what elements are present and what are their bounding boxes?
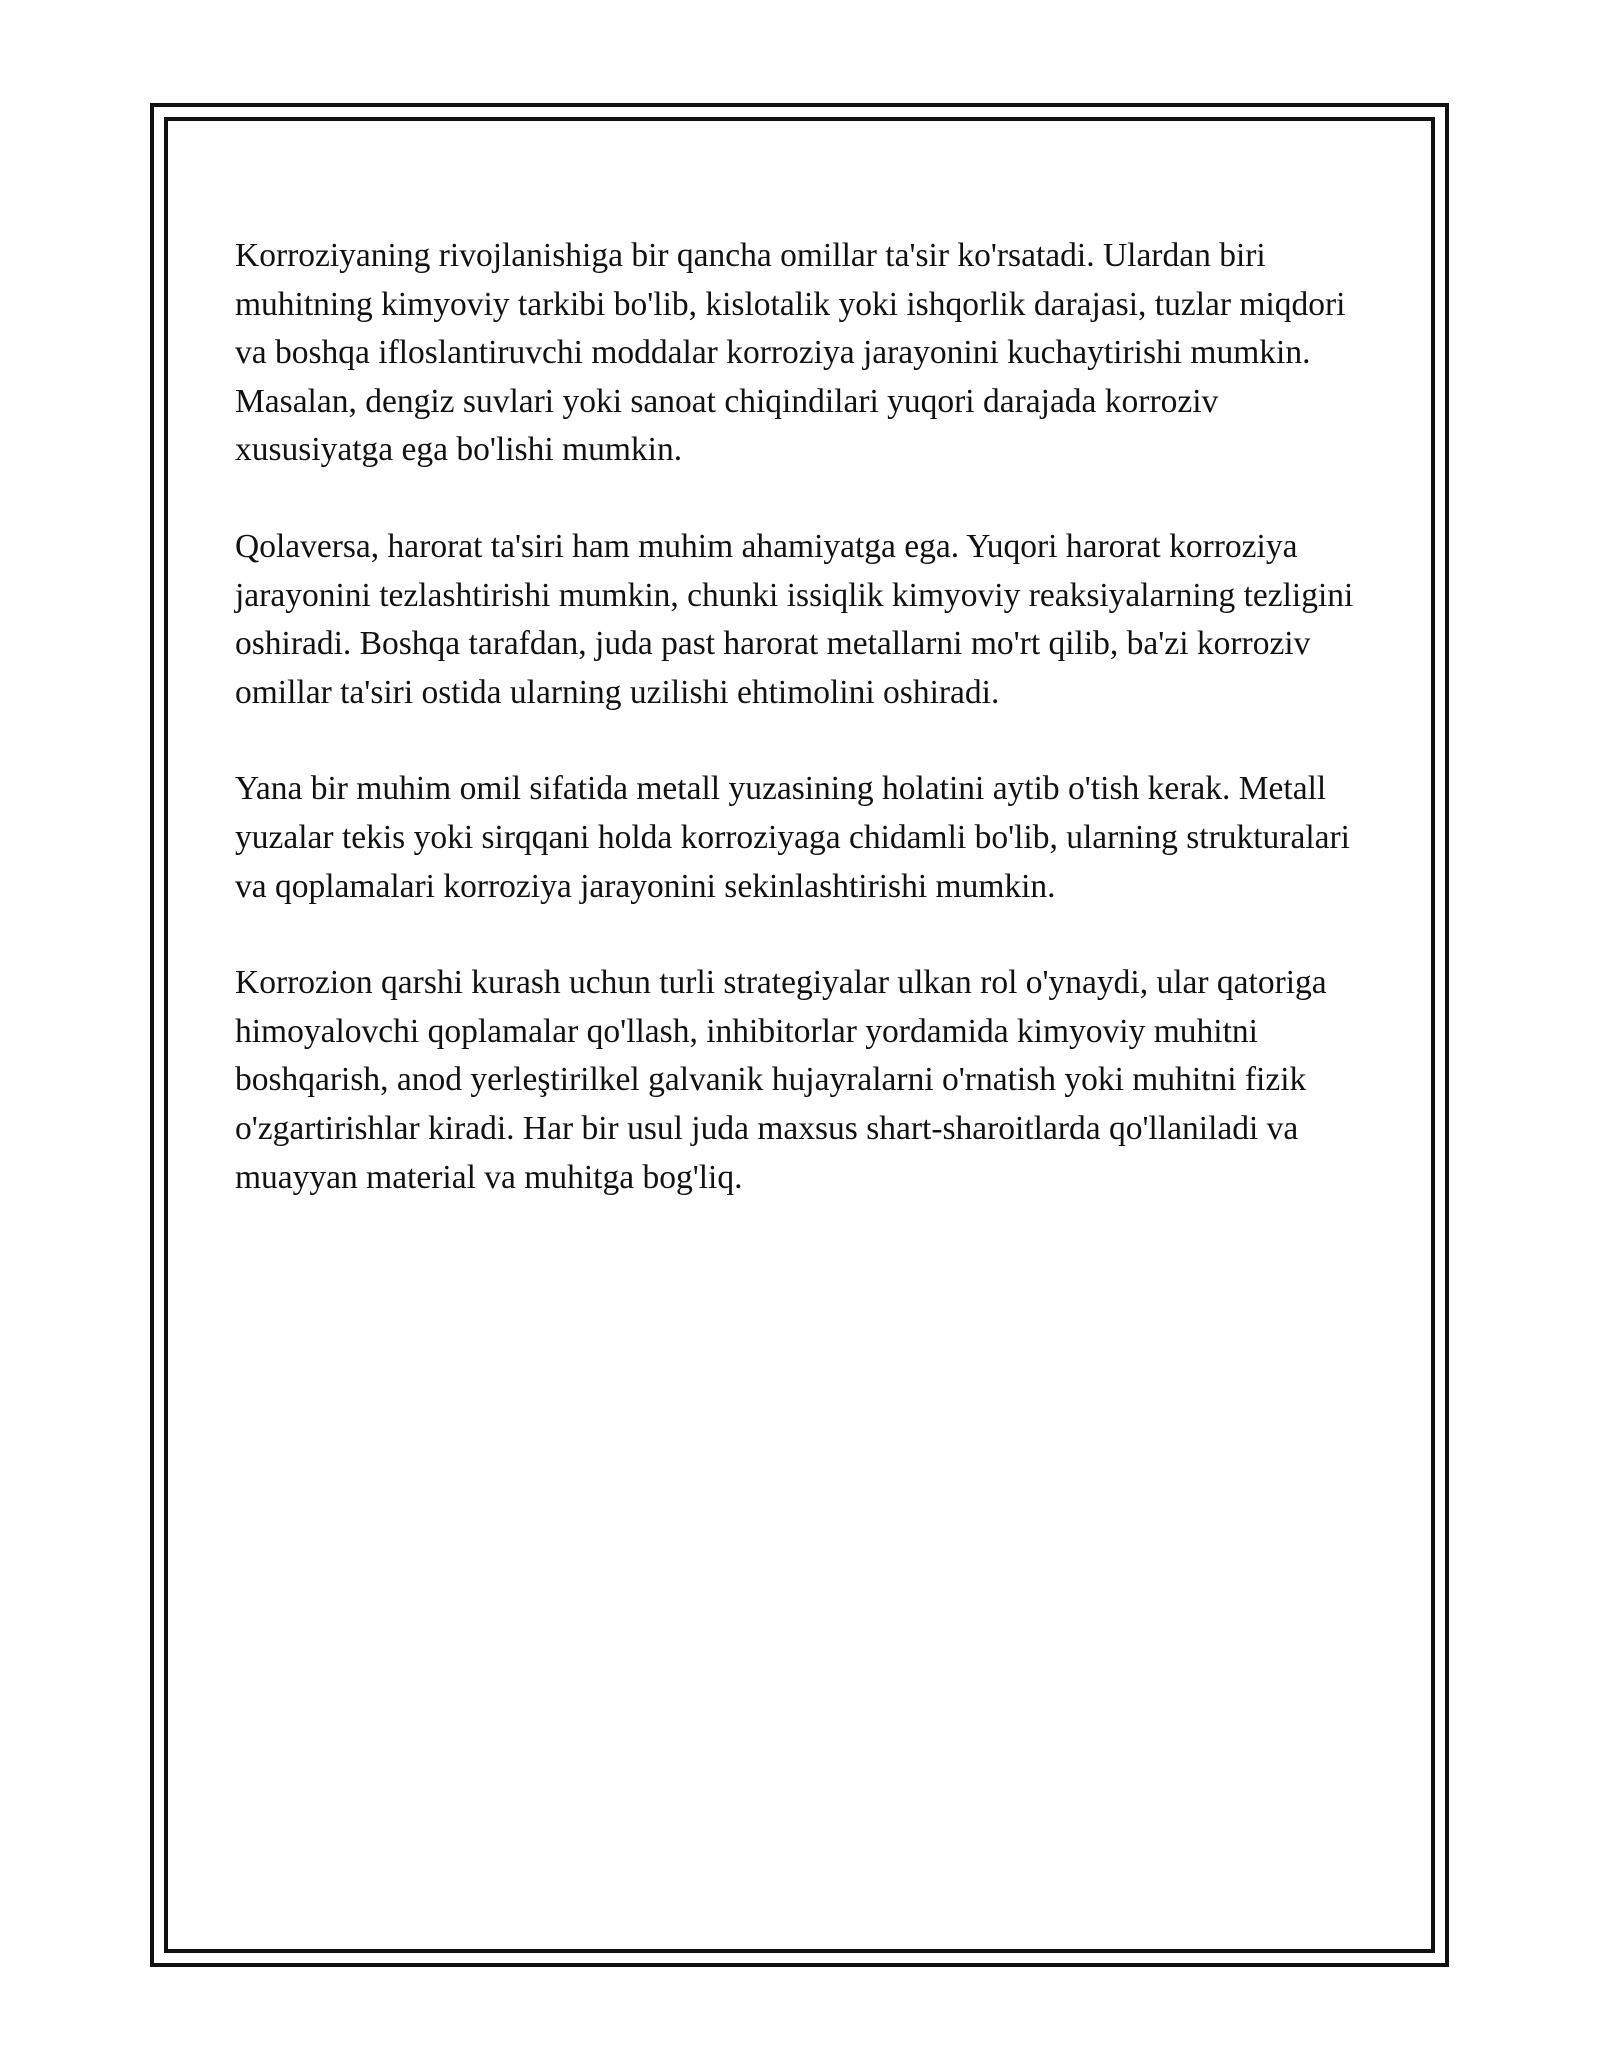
paragraph-3: Yana bir muhim omil sifatida metall yuzasining holatini aytib o'tish kerak. Metall yuzalar tekis yoki sirqqani holda korroziyaga chidamli bo'lib, ularning strukturalari va qoplamalari korroziya jarayonini sekinlashtirishi mumkin. [235,770,1350,905]
document-body [235,232,1370,1250]
paragraph-4: Korrozion qarshi kurash uchun turli strategiyalar ulkan rol o'ynaydi, ular qatoriga himoyalovchi qoplamalar qo'llash, inhibitorlar yordamida kimyoviy muhitni boshqarish, anod yerleştirilkel galvanik hujayralarni o'rnatish yoki muhitni fizik o'zgartirishlar kiradi. Har bir usul juda maxsus shart-sharoitlarda qo'llaniladi va muayyan material va muhitga bog'liq. [235,964,1327,1196]
paragraph-1: Korroziyaning rivojlanishiga bir qancha omillar ta'sir ko'rsatadi. Ulardan biri muhitning kimyoviy tarkibi bo'lib, kislotalik yoki ishqorlik darajasi, tuzlar miqdori va boshqa ifloslantiruvchi moddalar korroziya jarayonini kuchaytirishi mumkin. Masalan, dengiz suvlari yoki sanoat chiqindilari yuqori darajada korroziv xususiyatga ega bo'lishi mumkin. [235,237,1346,469]
paragraph-2: Qolaversa, harorat ta'siri ham muhim ahamiyatga ega. Yuqori harorat korroziya jarayonini tezlashtirishi mumkin, chunki issiqlik kimyoviy reaksiyalarning tezligini oshiradi. Boshqa tarafdan, juda past harorat metallarni mo'rt qilib, ba'zi korroziv omillar ta'siri ostida ularning uzilishi ehtimolini oshiradi. [235,527,1354,711]
